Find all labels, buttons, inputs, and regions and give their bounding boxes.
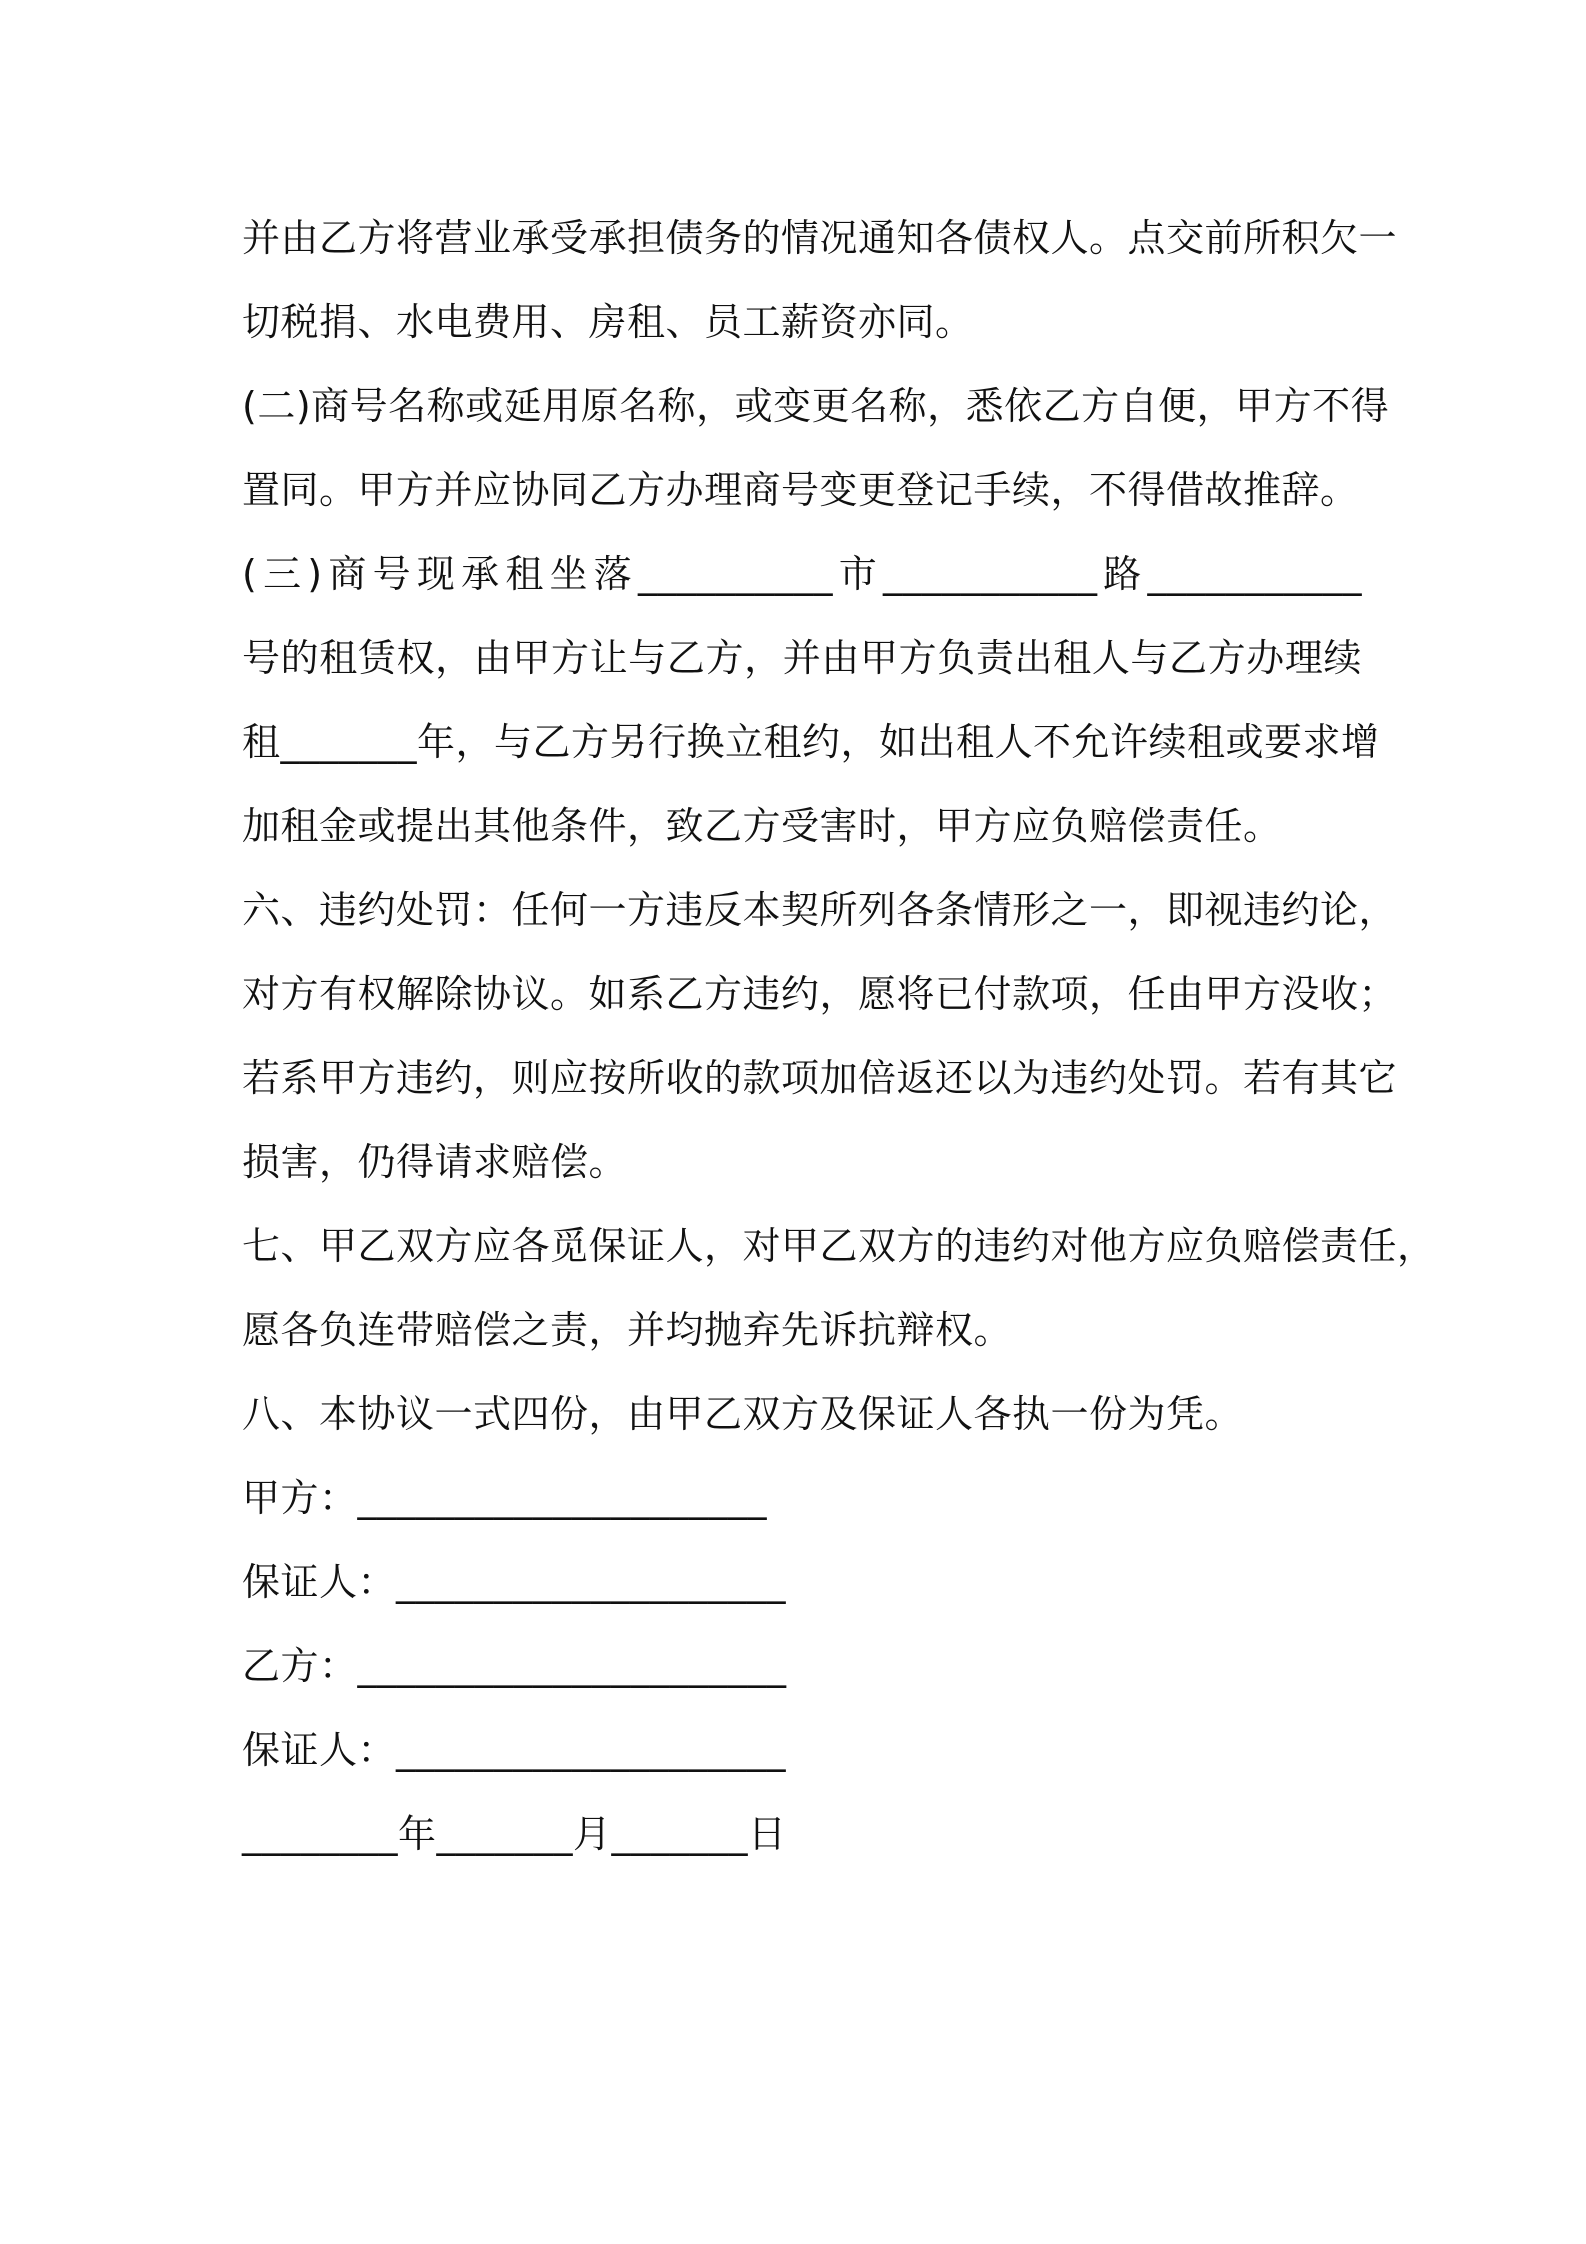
- paragraph-line: 切税捐、水电费用、房租、员工薪资亦同。: [242, 300, 974, 344]
- clause-3-line: 号的租赁权，由甲方让与乙方，并由甲方负责出租人与乙方办理续: [242, 636, 1362, 680]
- signature-date: ________年_______月_______日: [242, 1812, 787, 1856]
- clause-2-line: 置同。甲方并应协同乙方办理商号变更登记手续，不得借故推辞。: [242, 468, 1359, 512]
- section-6-line: 损害，仍得请求赔偿。: [242, 1140, 628, 1184]
- signature-party-a: 甲方：_____________________: [242, 1476, 768, 1520]
- section-6-line: 若系甲方违约，则应按所收的款项加倍返还以为违约处罚。若有其它: [242, 1056, 1398, 1100]
- section-6-line: 对方有权解除协议。如系乙方违约，愿将已付款项，任由甲方没收；: [242, 972, 1398, 1016]
- clause-3-line: 租_______年，与乙方另行换立租约，如出租人不允许续租或要求增: [242, 720, 1380, 764]
- document-body: [242, 196, 1436, 1876]
- clause-3-line: 加租金或提出其他条件，致乙方受害时，甲方应负赔偿责任。: [242, 804, 1282, 848]
- section-7-line: 七、甲乙双方应各觅保证人，对甲乙双方的违约对他方应负赔偿责任，: [242, 1224, 1436, 1268]
- signature-guarantor-b: 保证人：____________________: [242, 1728, 787, 1772]
- section-7-line: 愿各负连带赔偿之责，并均抛弃先诉抗辩权。: [242, 1308, 1013, 1352]
- clause-2-line: (二)商号名称或延用原名称，或变更名称，悉依乙方自便，甲方不得: [242, 384, 1390, 428]
- section-6-line: 六、违约处罚：任何一方违反本契所列各条情形之一，即视违约论，: [242, 888, 1398, 932]
- clause-3-line: (三)商号现承租坐落__________市___________路___________: [242, 552, 1362, 596]
- signature-guarantor-a: 保证人：____________________: [242, 1560, 787, 1604]
- paragraph-line: 并由乙方将营业承受承担债务的情况通知各债权人。点交前所积欠一: [242, 216, 1398, 260]
- signature-party-b: 乙方：______________________: [242, 1644, 787, 1688]
- section-8-line: 八、本协议一式四份，由甲乙双方及保证人各执一份为凭。: [242, 1392, 1244, 1436]
